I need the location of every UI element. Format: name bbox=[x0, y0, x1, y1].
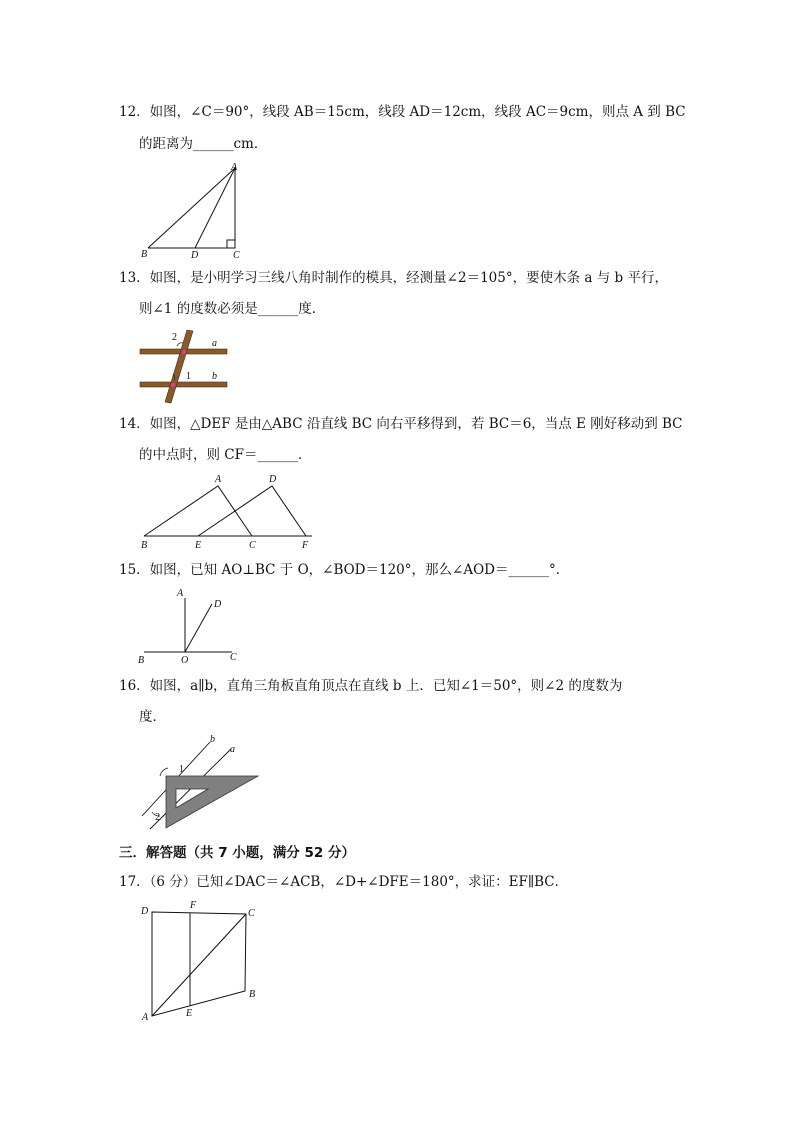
q13-dot-upper bbox=[182, 350, 186, 354]
q16-line2: 度． bbox=[139, 709, 166, 725]
q17-label-d: D bbox=[141, 906, 149, 917]
q17-label-b: B bbox=[249, 989, 256, 1000]
q14-label-f: F bbox=[302, 540, 309, 551]
q17-label-f: F bbox=[190, 900, 197, 911]
q12-label-d: D bbox=[191, 250, 199, 260]
q13-label-2: 2 bbox=[172, 332, 177, 343]
q15-label-b: B bbox=[138, 655, 145, 666]
q17-label-a: A bbox=[142, 1012, 149, 1023]
q16-label-2: 2 bbox=[155, 812, 160, 823]
q17-label-e: E bbox=[186, 1008, 193, 1019]
q14-label-c: C bbox=[249, 540, 256, 551]
q13-label-1: 1 bbox=[186, 371, 191, 382]
q13-figure bbox=[136, 326, 232, 406]
q12-line1: 12．如图，∠C＝90°，线段 AB＝15cm，线段 AD＝12cm，线段 AC＝9cm，则点 A 到 BC bbox=[119, 104, 686, 120]
q16-label-a: a bbox=[230, 744, 235, 755]
q14-label-a: A bbox=[215, 474, 222, 485]
q14-label-e: E bbox=[195, 540, 202, 551]
q15-label-c: C bbox=[230, 652, 237, 663]
q13-line2: 则∠1 的度数必须是______度． bbox=[139, 301, 326, 317]
q13-line1: 13．如图，是小明学习三线八角时制作的模具，经测量∠2＝105°，要使木条 a 与 b 平行， bbox=[119, 270, 668, 286]
q12-label-b: B bbox=[141, 249, 148, 260]
section-heading: 三．解答题（共 7 小题，满分 52 分） bbox=[119, 845, 355, 861]
q12-label-a: A bbox=[231, 162, 238, 173]
q12-label-c: C bbox=[233, 250, 240, 260]
q14-line1: 14．如图，△DEF 是由△ABC 沿直线 BC 向右平移得到，若 BC＝6，当点 E 刚好移动到 BC bbox=[119, 416, 683, 432]
q17-label-c: C bbox=[248, 908, 255, 919]
q17-figure bbox=[138, 896, 268, 1024]
q15-line1: 15．如图，已知 AO⊥BC 于 O，∠BOD＝120°，那么∠AOD＝______°． bbox=[119, 562, 570, 578]
q14-label-d: D bbox=[269, 474, 277, 485]
q15-label-o: O bbox=[181, 655, 189, 666]
q12-figure bbox=[138, 160, 248, 260]
q14-label-b: B bbox=[141, 540, 148, 551]
q15-label-a: A bbox=[177, 588, 184, 599]
q16-figure bbox=[138, 732, 262, 834]
q15-label-d: D bbox=[214, 599, 222, 610]
q16-label-b: b bbox=[210, 734, 215, 745]
q14-line2: 的中点时，则 CF＝______． bbox=[139, 447, 312, 463]
q13-dot-lower bbox=[171, 383, 175, 387]
q15-figure bbox=[134, 584, 244, 668]
q16-line1: 16．如图，a∥b，直角三角板直角顶点在直线 b 上．已知∠1＝50°，则∠2 的度数为 bbox=[119, 678, 623, 694]
q17-line1: 17．（6 分）已知∠DAC＝∠ACB，∠D+∠DFE＝180°，求证：EF∥BC． bbox=[119, 874, 569, 890]
q13-label-a: a bbox=[212, 338, 217, 349]
q14-figure bbox=[136, 470, 326, 552]
q13-label-b: b bbox=[212, 371, 217, 382]
q16-label-1: 1 bbox=[179, 764, 184, 775]
q12-line2: 的距离为______cm． bbox=[139, 136, 268, 152]
